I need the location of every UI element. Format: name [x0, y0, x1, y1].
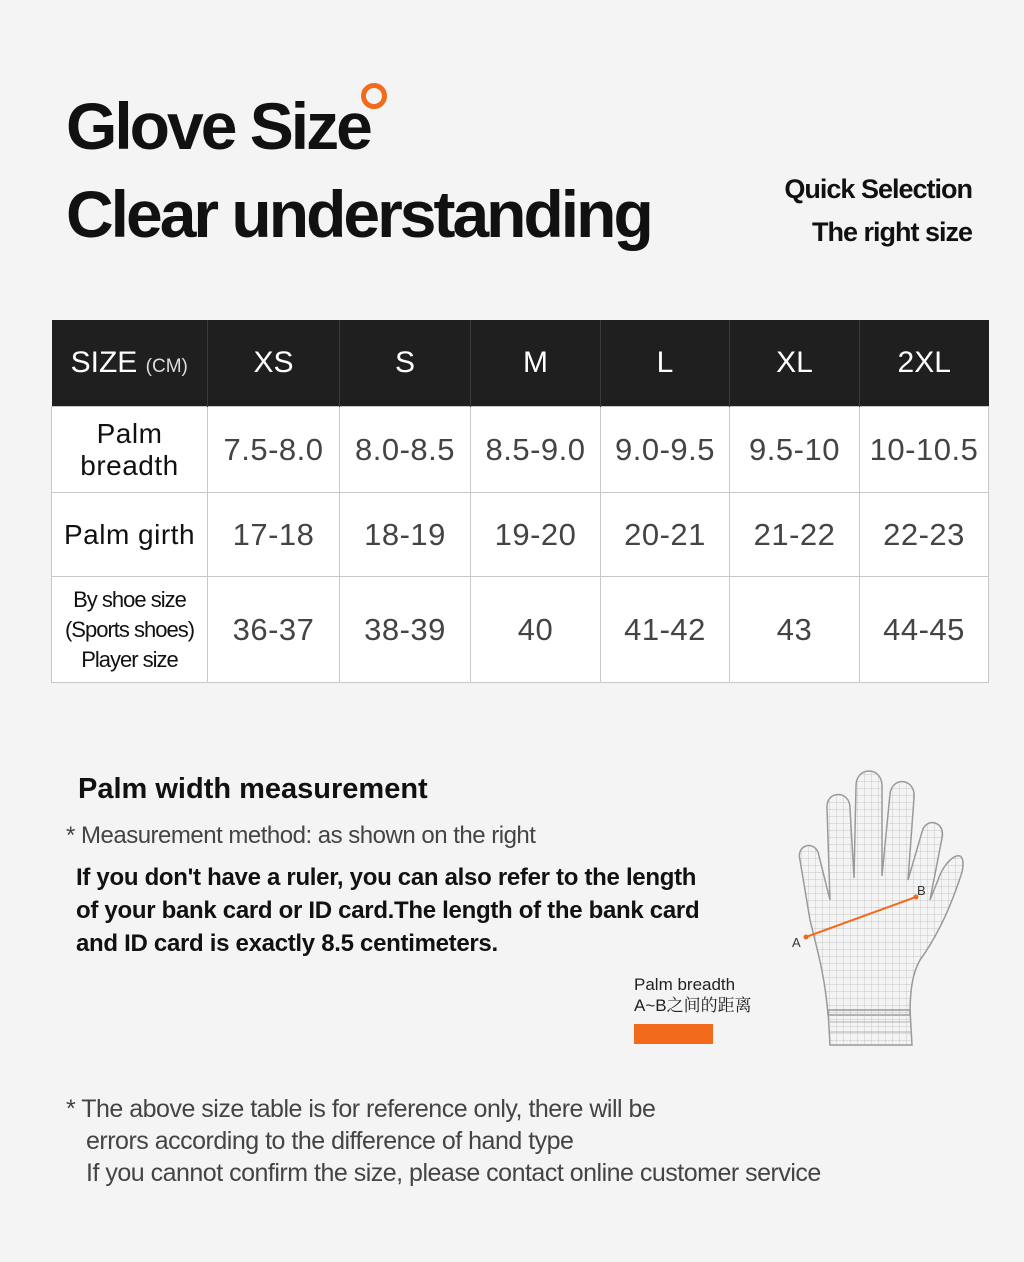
palm-breadth-legend: Palm breadth A~B之间的距离 [634, 975, 752, 1015]
glove-hand-icon [799, 771, 963, 1045]
footer-note [66, 1093, 821, 1189]
table-cell: 41-42 [601, 577, 730, 683]
table-cell: 7.5-8.0 [208, 407, 340, 493]
footer-line: * The above size table is for reference only, there will be [66, 1095, 656, 1123]
column-header-xl: XL [730, 320, 860, 407]
point-a-marker [804, 935, 809, 940]
page-title: Glove Size [66, 89, 370, 163]
footer-line: errors according to the difference of hand type [86, 1127, 574, 1155]
measurement-instructions: If you don't have a ruler, you can also refer to the length of your bank card or ID card.The length of the bank card and ID card is exactly 8.5 centimeters. [76, 864, 700, 957]
table-cell: 8.0-8.5 [340, 407, 471, 493]
table-cell: 40 [471, 577, 601, 683]
quick-selection-line2: The right size [811, 217, 972, 247]
hand-diagram [780, 760, 980, 1060]
table-cell: 9.5-10 [730, 407, 860, 493]
table-row-shoe-size [52, 577, 989, 683]
size-table-header-row [52, 320, 989, 407]
quick-selection-caption [784, 168, 972, 254]
table-cell: 9.0-9.5 [601, 407, 730, 493]
table-cell: 21-22 [730, 493, 860, 577]
column-header-s: S [340, 320, 471, 407]
legend-color-swatch [634, 1024, 713, 1044]
size-column-header: SIZE (CM) [52, 320, 208, 407]
point-a-label: A [792, 935, 801, 950]
column-header-l: L [601, 320, 730, 407]
table-cell: 44-45 [860, 577, 989, 683]
table-cell: 43 [730, 577, 860, 683]
measurement-method: * Measurement method: as shown on the right [66, 822, 536, 849]
table-cell: 19-20 [471, 493, 601, 577]
table-cell: 38-39 [340, 577, 471, 683]
point-b-label: B [917, 883, 926, 898]
footer-line: If you cannot confirm the size, please contact online customer service [86, 1159, 821, 1187]
page-subtitle: Clear understanding [66, 177, 651, 251]
table-cell: 17-18 [208, 493, 340, 577]
table-cell: 20-21 [601, 493, 730, 577]
row-label-palm-girth: Palm girth [52, 493, 208, 577]
row-label-shoe-size: By shoe size (Sports shoes) Player size [52, 577, 208, 683]
table-cell: 22-23 [860, 493, 989, 577]
column-header-2xl: 2XL [860, 320, 989, 407]
row-label-palm-breadth: Palm breadth [52, 407, 208, 493]
table-cell: 18-19 [340, 493, 471, 577]
table-row-palm-breadth [52, 407, 989, 493]
size-table [51, 320, 989, 683]
table-row-palm-girth [52, 493, 989, 577]
quick-selection-line1: Quick Selection [784, 174, 972, 204]
column-header-xs: XS [208, 320, 340, 407]
unit-label: (CM) [145, 356, 188, 377]
measurement-title: Palm width measurement [78, 773, 428, 805]
table-cell: 10-10.5 [860, 407, 989, 493]
column-header-m: M [471, 320, 601, 407]
table-cell: 36-37 [208, 577, 340, 683]
accent-dot-icon [361, 83, 387, 109]
table-cell: 8.5-9.0 [471, 407, 601, 493]
